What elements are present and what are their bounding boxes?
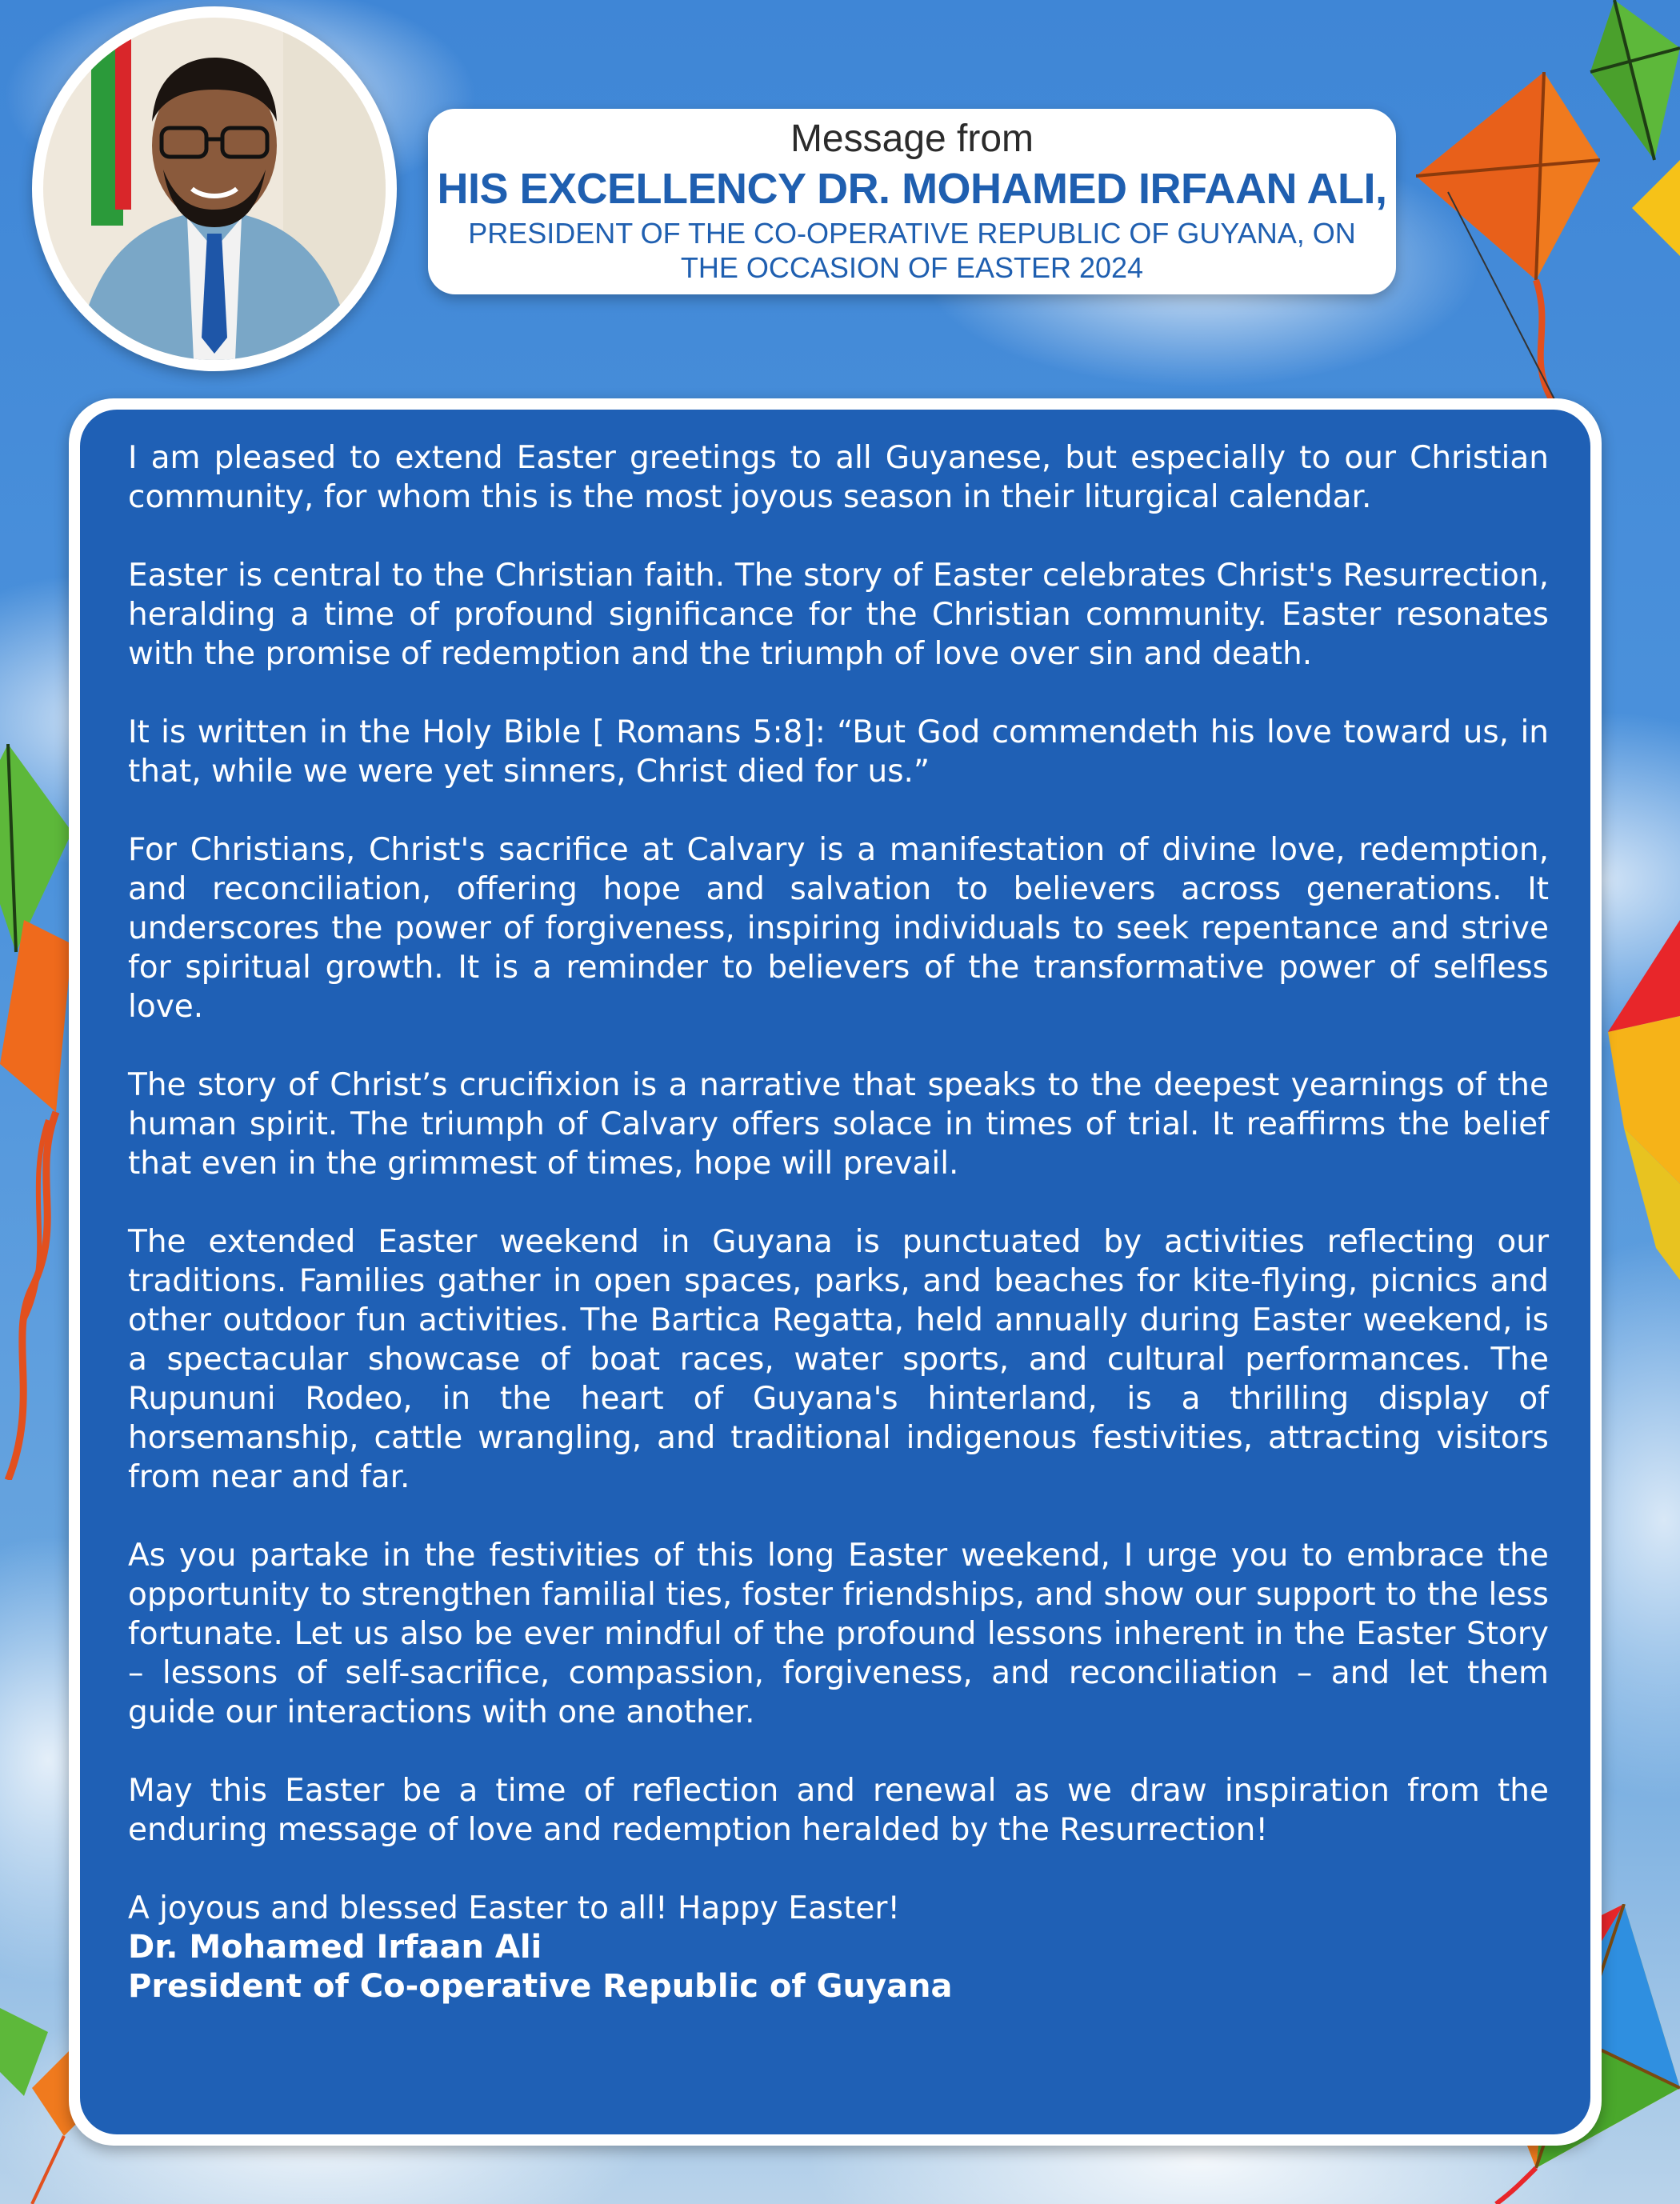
occasion-subtitle: PRESIDENT OF THE CO-OPERATIVE REPUBLIC OF GUYANA, ON THE OCCASION OF EASTER 2024 <box>468 217 1356 285</box>
message-paragraph: The extended Easter weekend in Guyana is punctuated by activities reflecting our traditions. Families gather in open spaces, parks, and beaches for kite-flying, picnics and other outdoor fun activities. The Bartica Regatta, held annually during Easter weekend, is a spectacular showcase of boat races, water sports, and cultural performances. The Rupununi Rodeo, in the heart of Guyana's hinterland, is a thrilling display of horsemanship, cattle wrangling, and traditional indigenous festivities, attracting visitors from near and far. <box>128 1224 1549 1495</box>
leader-name-heading: HIS EXCELLENCY DR. MOHAMED IRFAAN ALI, <box>437 165 1387 213</box>
title-box <box>428 109 1396 294</box>
message-paragraph: It is written in the Holy Bible [ Romans 5:8]: “But God commendeth his love toward us, in that, while we were yet sinners, Christ died for us.” <box>128 714 1549 790</box>
closing-block <box>128 1889 1549 2006</box>
signature-name: Dr. Mohamed Irfaan Ali <box>128 1929 542 1966</box>
message-paragraph: Easter is central to the Christian faith. The story of Easter celebrates Christ's Resurrection, heralding a time of profound significance for the Christian community. Easter resonates with the promise of redemption and the triumph of love over sin and death. <box>128 558 1549 672</box>
message-paragraph: I am pleased to extend Easter greetings to all Guyanese, but especially to our Christian community, for whom this is the most joyous season in their liturgical calendar. <box>128 440 1549 515</box>
orange-kite-left-icon <box>0 920 72 1480</box>
signature-title: President of Co-operative Republic of Guyana <box>128 1968 953 2005</box>
message-from-label: Message from <box>790 118 1034 160</box>
message-body <box>128 438 1549 2006</box>
rainbow-kite-right-icon <box>1608 920 1680 1280</box>
yellow-kite-icon <box>1632 160 1680 256</box>
message-paragraph: For Christians, Christ's sacrifice at Calvary is a manifestation of divine love, redemption, and reconciliation, offering hope and salvation to believers across generations. It underscores the power of forgiveness, inspiring individuals to seek repentance and strive for spiritual growth. It is a reminder to believers of the transformative power of selfless love. <box>128 832 1549 1025</box>
closing-greeting: A joyous and blessed Easter to all! Happy Easter! <box>128 1890 901 1926</box>
message-paragraph: The story of Christ’s crucifixion is a narrative that speaks to the deepest yearnings of the human spirit. The triumph of Calvary offers solace in times of trial. It reaffirms the belief that even in the grimmest of times, hope will prevail. <box>128 1067 1549 1182</box>
message-paragraph: As you partake in the festivities of this long Easter weekend, I urge you to embrace the opportunity to strengthen familial ties, foster friendships, and show our support to the less fortunate. Let us also be ever mindful of the profound lessons inherent in the Easter Story – lessons of self-sacrifice, compassion, forgiveness, and reconciliation – and let them guide our interactions with one another. <box>128 1538 1549 1730</box>
message-paragraph: May this Easter be a time of reflection and renewal as we draw inspiration from the enduring message of love and redemption heralded by the Resurrection! <box>128 1773 1549 1848</box>
portrait-photo <box>43 18 386 360</box>
portrait-frame <box>32 6 397 371</box>
